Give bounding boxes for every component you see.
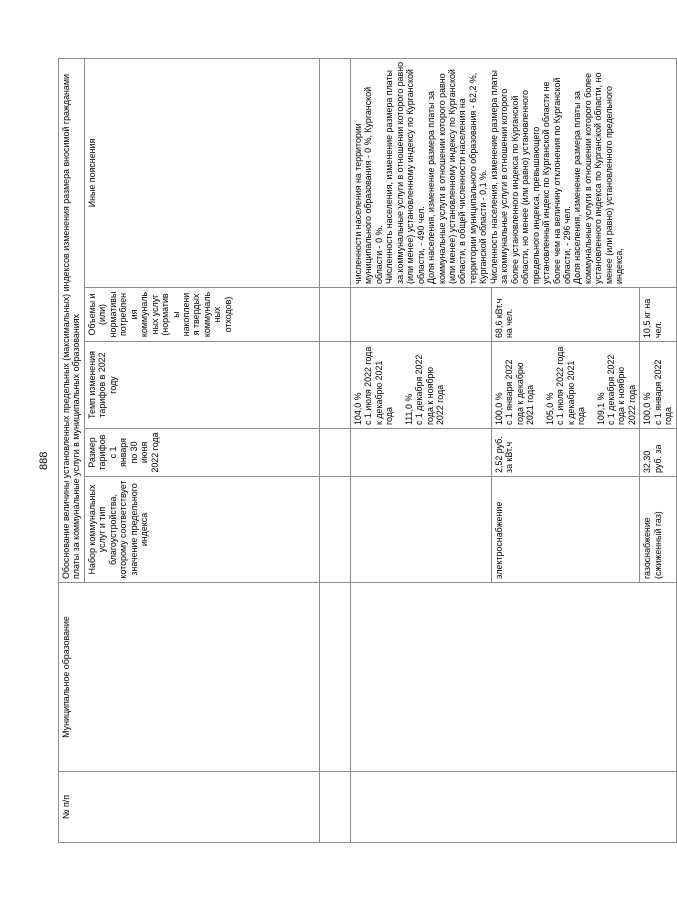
- volumes-header: Объемы и (или) нормативы потребления коммунальных услуг (нормативы накопления твердых коммунальных отходов): [84, 288, 319, 342]
- col-number-header: № п/п: [59, 772, 320, 843]
- tariff-size-cell: 32,30 руб. за: [640, 429, 676, 477]
- volumes-cell: 10,5 кг на чел.: [640, 288, 676, 342]
- rate-period: с 1 июля 2022 года к декабрю 2021 года: [363, 346, 395, 425]
- services-header: Набор коммунальных услуг и тип благоустройства, которому соответствует значение предельного индекса: [84, 477, 319, 583]
- services-cell: газоснабжение (сжиженный газ): [640, 477, 676, 583]
- services-cell: электроснабжение: [491, 477, 639, 583]
- rate-value: 104,0 %: [352, 392, 363, 425]
- tariff-rate-header: Темп изменения тарифов в 2022 году: [84, 342, 319, 429]
- tariff-size-cell: 2,52 руб. за кВт.ч: [491, 429, 639, 477]
- notes-header: Иные пояснения: [84, 58, 319, 287]
- rate-value: 105,0 %: [544, 392, 555, 425]
- header-row: [59, 58, 85, 842]
- rate-period: с 1 декабря 2022 года к ноябрю 2022 года: [414, 354, 446, 425]
- group-header: Обоснование величины установленных предельных (максимальных) индексов изменения размера вносимой гражданами платы за коммунальные услуги в муниципальных образованиях: [59, 58, 85, 582]
- services-cell: [350, 477, 491, 583]
- justification-table: [58, 58, 677, 843]
- rate-value: 109,1 %: [595, 392, 606, 425]
- tariff-rate-cell: [640, 342, 676, 429]
- tariff-size-header: Размер тарифов с 1 января по 30 июня 2022 года: [84, 429, 319, 477]
- rate-period: с 1 декабря 2022 года к ноябрю 2022 года: [605, 354, 637, 425]
- page-number: 888: [38, 451, 50, 470]
- volumes-cell: [350, 288, 491, 342]
- rate-value: 111,0 %: [403, 393, 414, 425]
- rate-period: с 1 января 2022 года к декабрю 2021 года: [504, 359, 536, 425]
- tariff-rate-cell: [350, 342, 491, 429]
- blank-row: [319, 58, 350, 842]
- rate-period: с 1 января 2022 года: [652, 359, 674, 425]
- table-row: [350, 58, 491, 842]
- tariff-size-cell: [350, 429, 491, 477]
- tariff-rate-cell: [491, 342, 639, 429]
- rate-value: 100,0 %: [642, 392, 653, 425]
- col-municipality-header: Муниципальное образование: [59, 583, 320, 772]
- volumes-cell: 68,6 кВт.ч на чел.: [491, 288, 639, 342]
- rate-value: 100,0 %: [493, 392, 504, 425]
- notes-cell: численности населения на территории муниципального образования - 0 %, Курганской области - 0 %. Численность населения, изменение размера платы за коммунальные услуги в отношении которого равно (или менее) установленному индексу по Курганской области, - 490 чел. Доля населения, изменение размера платы за коммунальные услуги в отношении которого равно (или менее) установленному индексу по Курганской области, в общей численности населения на территории муниципального образования - 62,2 %, Курганской области - 0,1 %. Численность населения, изменение размера платы за коммунальные услуги в отношении которого более установленного индекса по Курганской области, но менее (или равно) установленного предельного индекса, превышающего установленный индекс по Курганской области не более чем на величину отклонения по Курганской области, - 296 чел. Доля населения, изменение размера платы за коммунальные услуги в отношении которого более установленного индекса по Курганской области, но менее (или равно) установленного предельного индекса,: [350, 58, 676, 287]
- rate-period: с 1 июля 2022 года к декабрю 2021 года: [555, 346, 587, 425]
